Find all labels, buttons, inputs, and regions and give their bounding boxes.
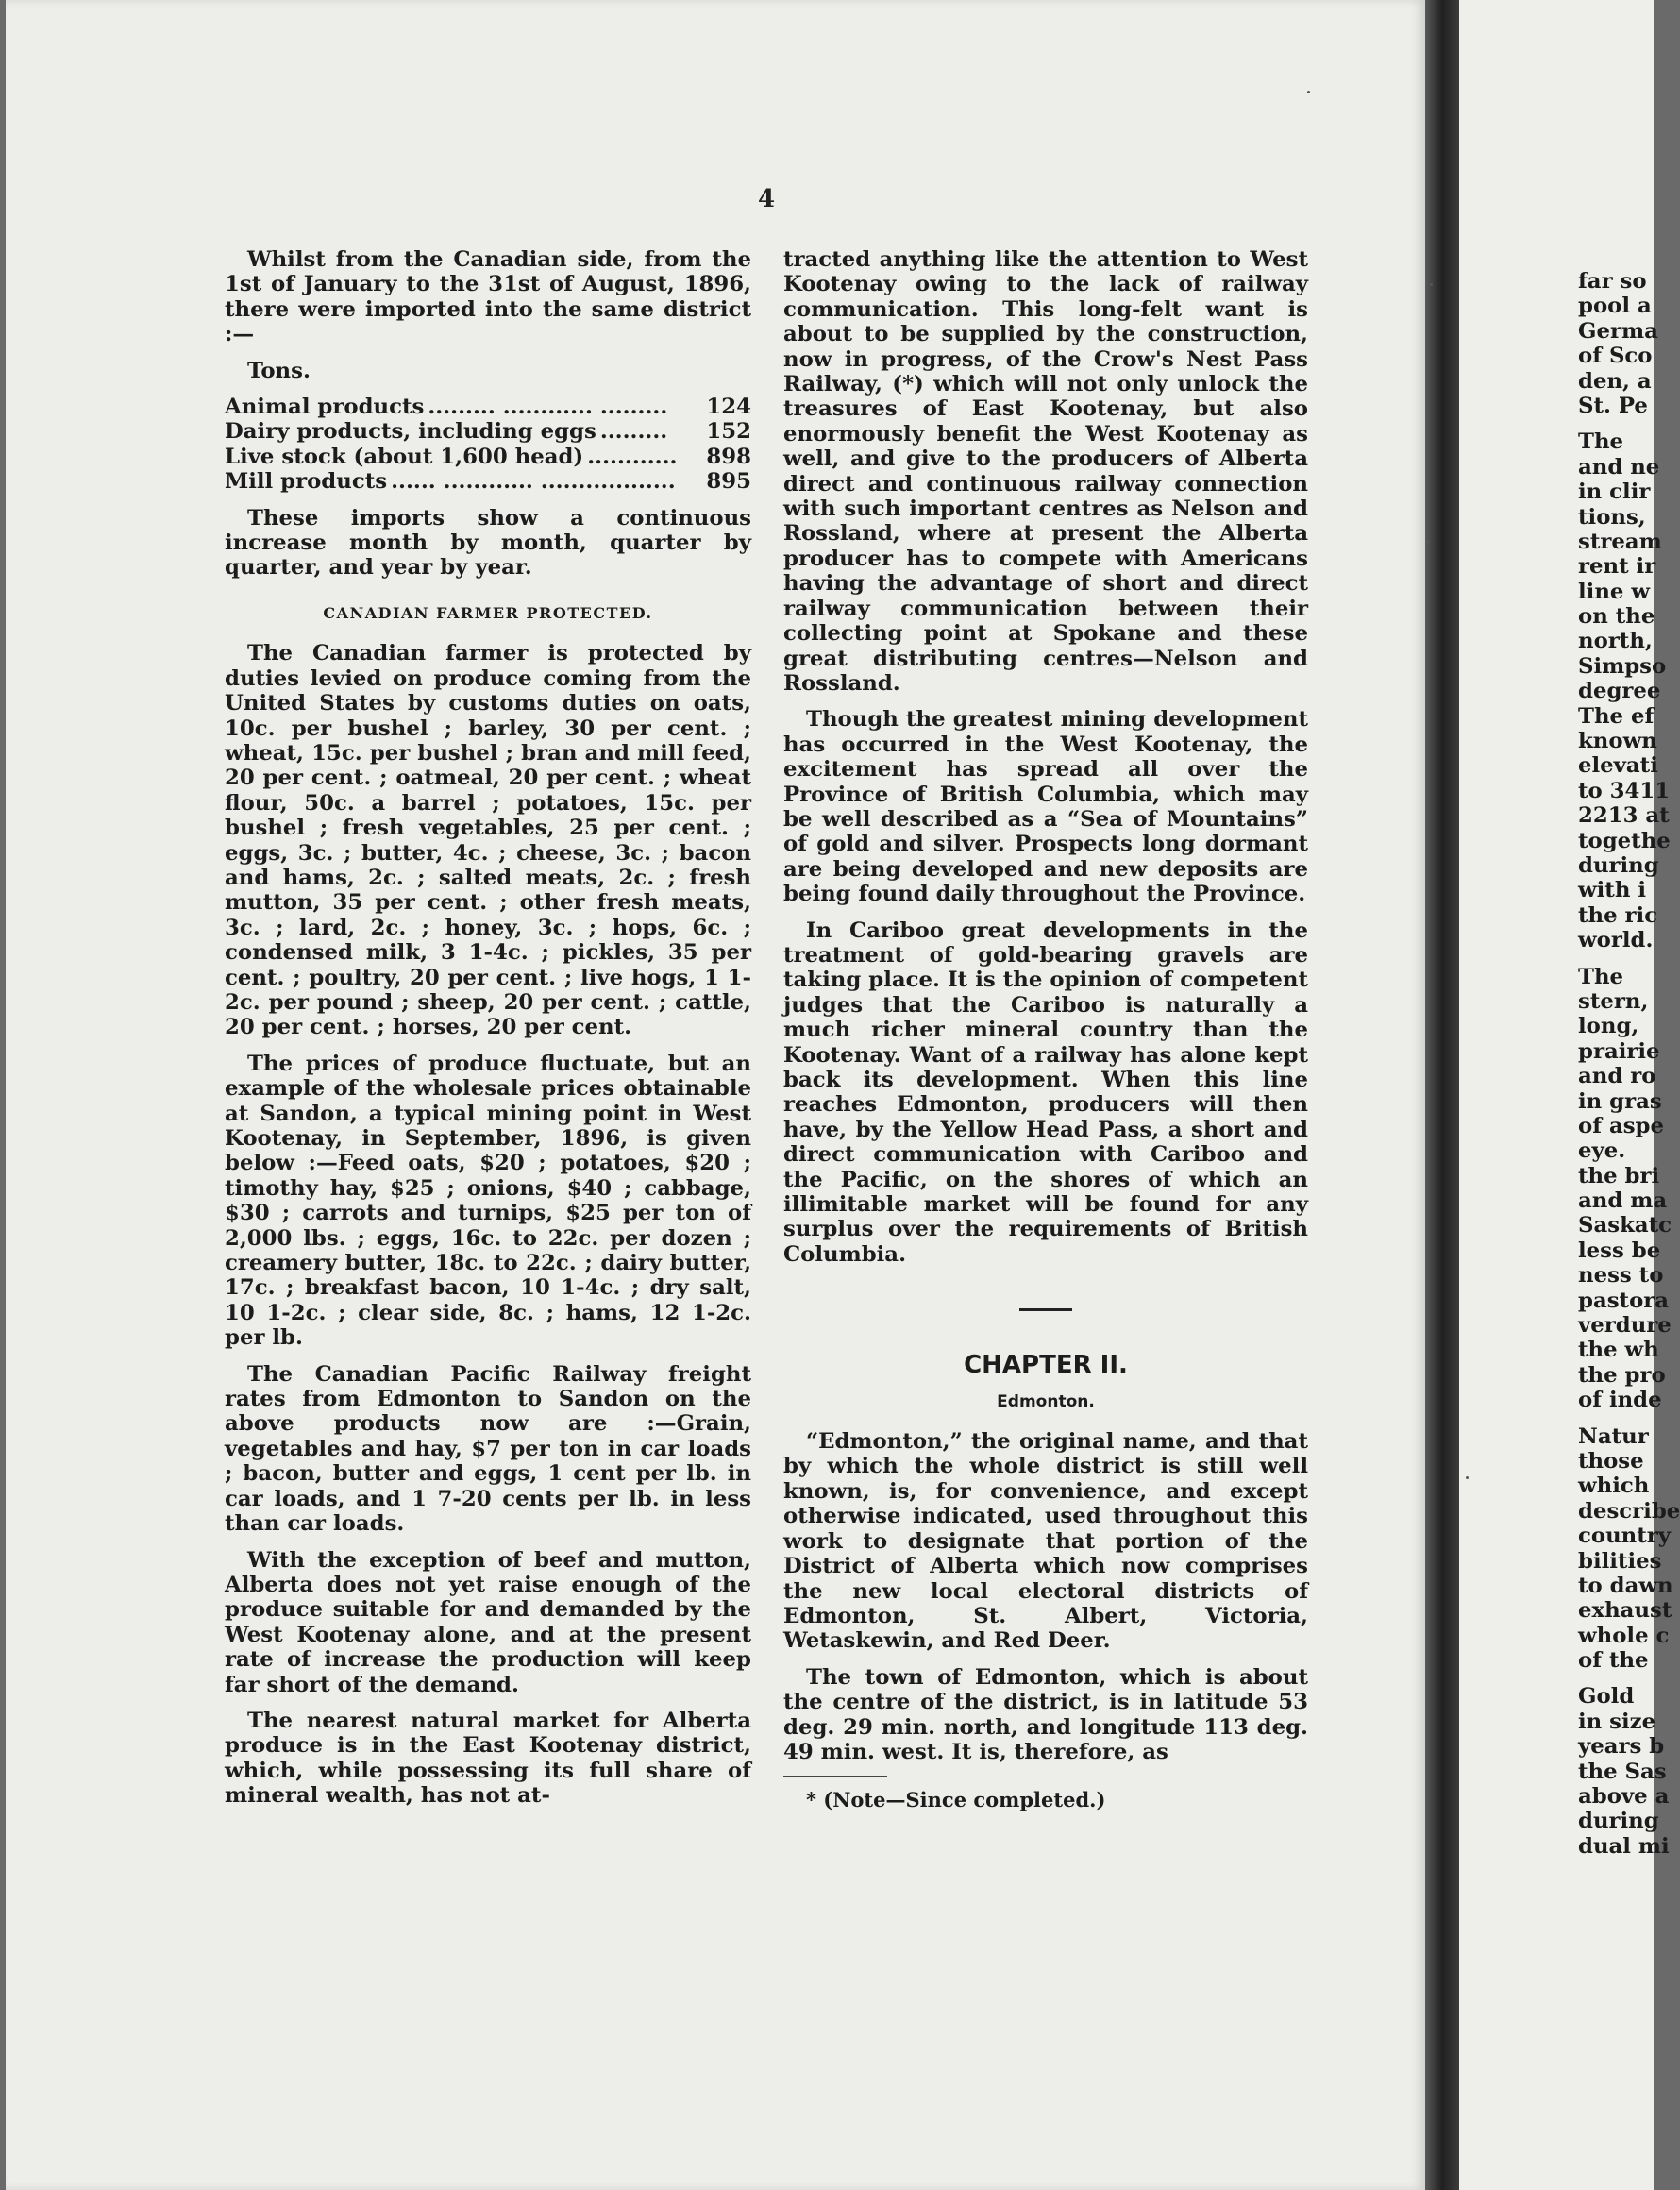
chapter-subheading: Edmonton.	[997, 1391, 1095, 1411]
fragment-line: degree	[1578, 679, 1661, 704]
import-label: Live stock (about 1,600 head)	[225, 444, 584, 469]
duties-paragraph: The Canadian farmer is protected by duties levied on produce coming from the United States by customs duties on oats, 10c. per bushel ; barley, 30 per cent. ; wheat, 15c. per bushel ; bran and mill feed, 20 per cent. ; oatmeal, 20 per cent. ; wheat flour, 50c. a barrel ; potatoes, 15c. per bushel ; fresh vegetables, 25 per cent. ; eggs, 3c. ; butter, 4c. ; cheese, 3c. ; bacon and hams, 2c. ; salted meats, 2c. ; fresh mutton, 35 per cent. ; other fresh meats, 3c. ; lard, 2c. ; honey, 3c. ; hops, 6c. ; condensed milk, 3 1-4c. ; pickles, 35 per cent. ; poultry, 20 per cent. ; live hogs, 1 1-2c. per pound ; sheep, 20 per cent. ; cattle, 20 per cent. ; horses, 20 per cent.	[225, 641, 751, 1040]
fragment-line: elevati	[1578, 753, 1658, 779]
town-paragraph: The town of Edmonton, which is about the centre of the district, is in latitude 53 deg. 29 min. north, and longitude 113 deg. 49 min. west. It is, therefore, as	[783, 1664, 1308, 1764]
fragment-line: Natur	[1578, 1424, 1649, 1449]
fragment-line: the ric	[1578, 902, 1658, 928]
intro-paragraph: Whilst from the Canadian side, from the 1st of January to the 31st of August, 1896, there were imported into the same district :—	[225, 247, 751, 347]
fragment-line: of inde	[1578, 1388, 1662, 1413]
paragraph-gap	[1578, 418, 1663, 430]
left-column	[225, 247, 751, 1820]
section-heading: CANADIAN FARMER PROTECTED.	[323, 603, 653, 622]
fragment-line: describe	[1578, 1498, 1680, 1524]
market-paragraph: The nearest natural market for Alberta produce is in the East Kootenay district, which, while possessing its full share of mineral wealth, has not at-	[225, 1708, 751, 1809]
edmonton-paragraph: “Edmonton,” the original name, and that by which the whole district is still well known, is, for convenience, and except otherwise indicated, used throughout this work to designate that portion of the District of Alberta which now comprises the new local electoral districts of Edmonton, St. Albert, Victoria, Wetaskewin, and Red Deer.	[783, 1429, 1308, 1654]
fragment-line: ness to	[1578, 1263, 1664, 1289]
fragment-line: den, a	[1578, 368, 1652, 394]
book-gutter	[1425, 0, 1459, 2190]
fragment-line: Saskatc	[1578, 1213, 1672, 1238]
paragraph-gap	[1578, 1673, 1663, 1684]
fragment-line: in size	[1578, 1709, 1656, 1734]
fragment-line: known	[1578, 729, 1657, 754]
fragment-line: pastora	[1578, 1288, 1670, 1313]
fragment-line: pool a	[1578, 294, 1652, 319]
fragment-line: world.	[1578, 928, 1654, 953]
fragment-line: those	[1578, 1448, 1644, 1474]
cariboo-paragraph: In Cariboo great developments in the treatment of gold-bearing gravels are taking place. It is the opinion of competent judges that the Cariboo is naturally a much richer mineral country than the Kootenay. Want of a railway has alone kept back its development. When this line reaches Edmonton, producers will then have, by the Yellow Head Pass, a short and direct communication with Cariboo and the Pacific, on the shores of which an illimitable market will be found for any surplus over the requirements of British Columbia.	[783, 918, 1308, 1267]
paper-speck	[1466, 1476, 1469, 1479]
leader-dots: ......... ............ .........	[428, 395, 668, 420]
import-row	[225, 445, 751, 469]
paper-speck	[1427, 540, 1430, 543]
fragment-line: Gold	[1578, 1684, 1635, 1710]
fragment-line: stern,	[1578, 988, 1649, 1014]
leader-dots: ...... ............ ..................	[391, 469, 676, 495]
fragment-line: tions,	[1578, 504, 1646, 530]
paper-speck	[1430, 283, 1433, 286]
fragment-line: whole c	[1578, 1623, 1670, 1648]
fragment-line: above a	[1578, 1784, 1670, 1810]
right-page-text-fragments	[1578, 269, 1680, 1859]
fragment-line: country	[1578, 1524, 1672, 1549]
import-value: 898	[706, 444, 751, 469]
fragment-line: on the	[1578, 604, 1655, 630]
fragment-line: far so	[1578, 269, 1647, 294]
paper-speck	[1307, 91, 1310, 93]
import-label: Dairy products, including eggs	[225, 419, 596, 445]
fragment-line: of aspe	[1578, 1113, 1664, 1138]
fragment-line: and ro	[1578, 1064, 1656, 1089]
fragment-line: 2213 at	[1578, 803, 1670, 829]
fragment-line: Simpso	[1578, 653, 1667, 679]
fragment-line: eye.	[1578, 1138, 1626, 1164]
paragraph-gap	[1578, 1413, 1663, 1424]
leader-dots: .........	[599, 419, 668, 445]
fragment-line: Germa	[1578, 318, 1658, 344]
fragment-line: with i	[1578, 878, 1646, 903]
fragment-line: long,	[1578, 1014, 1639, 1039]
fragment-line: dual mi	[1578, 1833, 1670, 1859]
import-label: Animal products	[225, 395, 425, 420]
fragment-line: during	[1578, 852, 1659, 878]
fragment-line: the bri	[1578, 1163, 1660, 1188]
fragment-line: the pro	[1578, 1362, 1666, 1388]
import-row	[225, 469, 751, 494]
import-value: 152	[706, 419, 751, 445]
middle-column	[783, 247, 1308, 1825]
mining-paragraph: Though the greatest mining development has occurred in the West Kootenay, the excitement has spread all over the Province of British Columbia, which may be well described as a “Sea of Mountains” of gold and silver. Prospects long dormant are being developed and new deposits are being found daily throughout the Province.	[783, 707, 1308, 907]
fragment-line: the Sas	[1578, 1759, 1667, 1784]
import-row	[225, 419, 751, 444]
section-divider	[1019, 1308, 1072, 1311]
footnote: * (Note—Since completed.)	[806, 1788, 1106, 1812]
fragment-line: and ne	[1578, 454, 1660, 480]
fragment-line: in clir	[1578, 480, 1651, 505]
continuation-paragraph: tracted anything like the attention to West Kootenay owing to the lack of railway communication. This long-felt want is about to be supplied by the construction, now in progress, of the Crow's Nest Pass Railway, (*) which will not only unlock the treasures of East Kootenay, but also enormously benefit the West Kootenay as well, and give to the producers of Alberta direct and continuous railway connection with such important centres as Nelson and Rossland, where at present the Alberta producer has to compete with Americans having the advantage of short and direct railway communication between their collecting point at Spokane and these great distributing centres—Nelson and Rossland.	[783, 247, 1308, 696]
fragment-line: The ef	[1578, 703, 1655, 729]
paragraph-gap	[1578, 953, 1663, 965]
fragment-line: years b	[1578, 1734, 1665, 1760]
fragment-line: stream	[1578, 529, 1662, 554]
imports-table	[225, 395, 751, 495]
footnote-rule	[783, 1776, 887, 1777]
fragment-line: rent ir	[1578, 554, 1656, 580]
fragment-line: The	[1578, 964, 1624, 989]
leader-dots: ............	[587, 444, 678, 469]
chapter-heading: CHAPTER II.	[964, 1351, 1128, 1380]
fragment-line: verdure	[1578, 1313, 1672, 1339]
fragment-line: St. Pe	[1578, 393, 1648, 418]
import-row	[225, 395, 751, 419]
fragment-line: of Sco	[1578, 344, 1653, 369]
fragment-line: during	[1578, 1809, 1659, 1834]
fragment-line: the wh	[1578, 1338, 1659, 1363]
fragment-line: north,	[1578, 629, 1653, 654]
fragment-line: togethe	[1578, 828, 1671, 853]
fragment-line: of the	[1578, 1648, 1649, 1674]
fragment-line: The	[1578, 430, 1624, 455]
import-value: 124	[706, 395, 751, 420]
fragment-line: bilities	[1578, 1548, 1662, 1574]
fragment-line: less be	[1578, 1238, 1661, 1263]
fragment-line: to 3411	[1578, 778, 1671, 803]
import-value: 895	[706, 469, 751, 495]
prices-paragraph: The prices of produce fluctuate, but an example of the wholesale prices obtainable at Sandon, a typical mining point in West Kootenay, in September, 1896, is given below :—Feed oats, $20 ; potatoes, $20 ; timothy hay, $25 ; onions, $40 ; cabbage, $30 ; carrots and turnips, $25 per ton of 2,000 lbs. ; eggs, 16c. to 22c. per dozen ; creamery butter, 18c. to 22c. ; dairy butter, 17c. ; breakfast bacon, 10 1-4c. ; dry salt, 10 1-2c. ; clear side, 8c. ; hams, 12 1-2c. per lb.	[225, 1051, 751, 1351]
imports-paragraph: These imports show a continuous increase month by month, quarter by quarter, and year by year.	[225, 505, 751, 581]
page-number: 4	[757, 185, 776, 213]
exception-paragraph: With the exception of beef and mutton, Alberta does not yet raise enough of the produce suitable for and demanded by the West Kootenay alone, and at the present rate of increase the production will keep far short of the demand.	[225, 1547, 751, 1697]
fragment-line: exhaust	[1578, 1598, 1672, 1624]
import-label: Mill products	[225, 469, 388, 495]
fragment-line: which	[1578, 1474, 1650, 1499]
fragment-line: prairie	[1578, 1038, 1660, 1064]
fragment-line: line w	[1578, 579, 1650, 604]
freight-rates-paragraph: The Canadian Pacific Railway freight rates from Edmonton to Sandon on the above products now are :—Grain, vegetables and hay, $7 per ton in car loads ; bacon, butter and eggs, 1 cent per lb. in car loads, and 1 7-20 cents per lb. in less than car loads.	[225, 1361, 751, 1537]
fragment-line: and ma	[1578, 1188, 1668, 1214]
fragment-line: in gras	[1578, 1088, 1662, 1114]
fragment-line: to dawn	[1578, 1573, 1673, 1598]
units-header: Tons.	[247, 358, 311, 383]
